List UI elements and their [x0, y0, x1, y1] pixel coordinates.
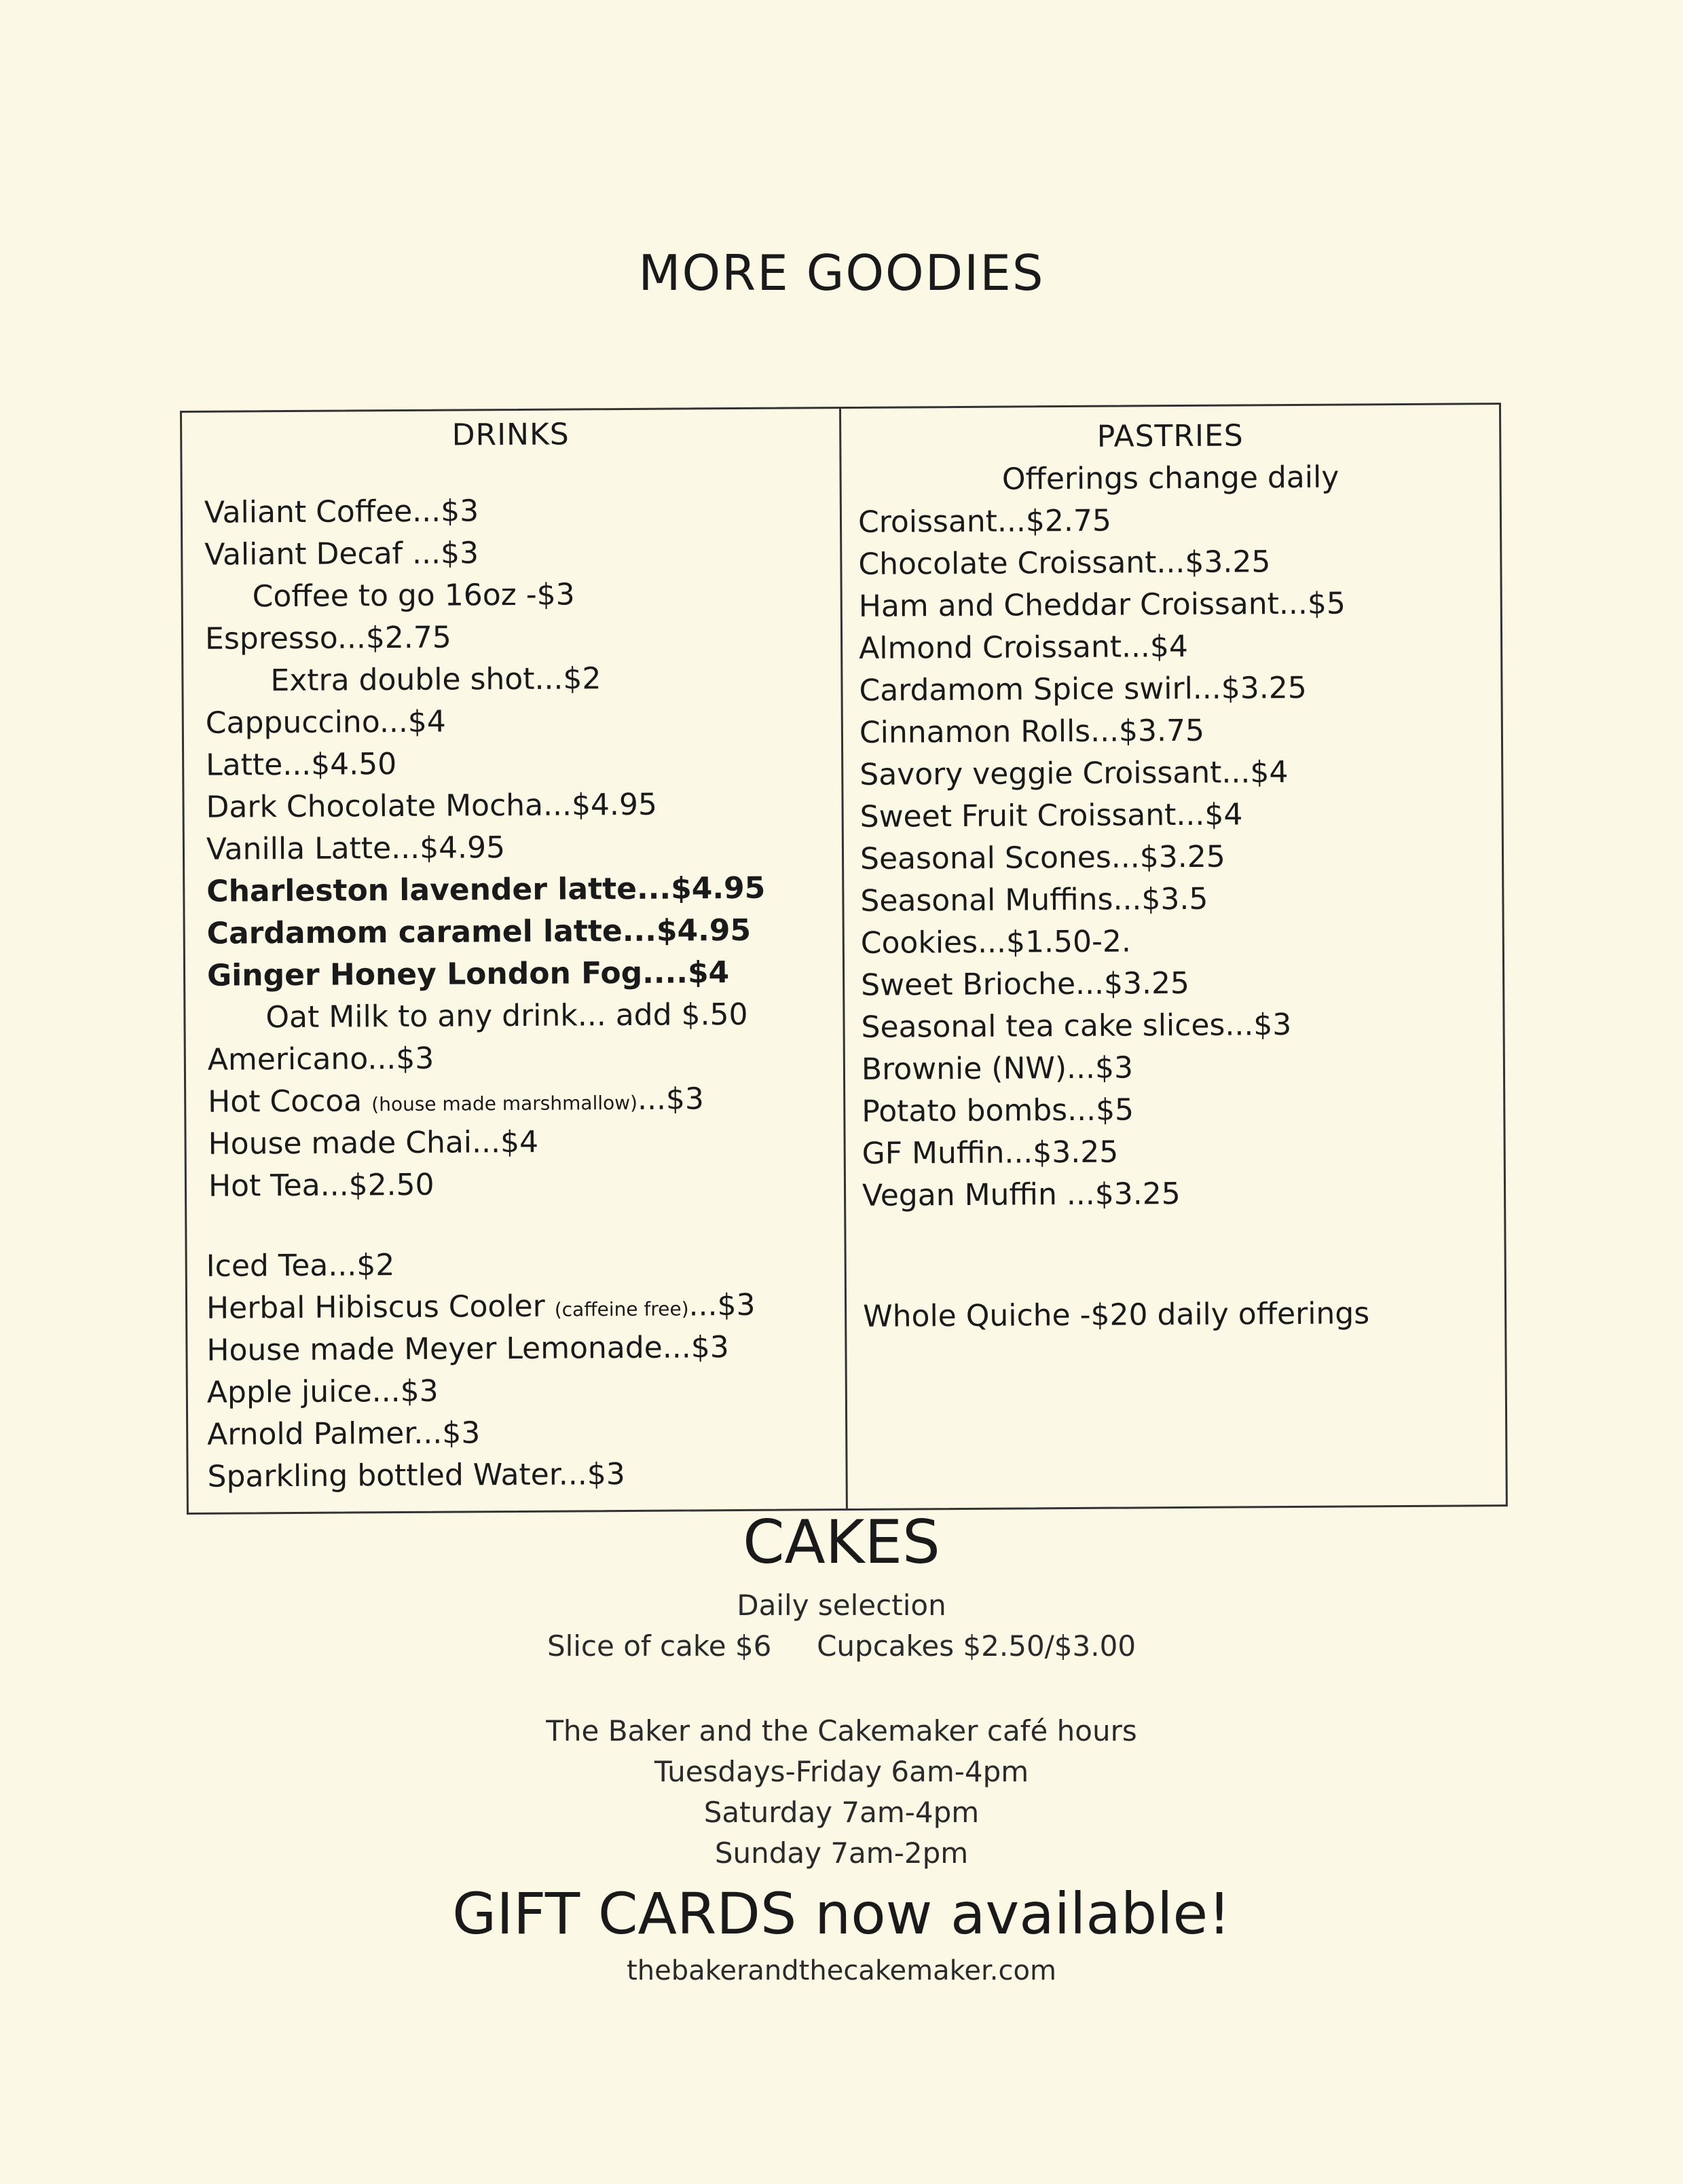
drink-item: Coffee to go 16oz -$3: [252, 577, 575, 614]
drinks-column: [182, 409, 846, 1513]
drink-item: Charleston lavender latte...$4.95: [206, 870, 766, 909]
page-title: MORE GOODIES: [638, 244, 1045, 301]
pastry-item: Savory veggie Croissant...$4: [859, 755, 1289, 792]
drink-item: Cardamom caramel latte...$4.95: [206, 912, 752, 951]
drink-item-price: ...$3: [637, 1081, 705, 1117]
hours-sunday: Sunday 7am-2pm: [714, 1836, 969, 1870]
pastry-item: Seasonal tea cake slices...$3: [861, 1007, 1292, 1045]
drink-item-name: Hot Cocoa: [208, 1084, 363, 1119]
drink-item: Extra double shot...$2: [270, 661, 602, 699]
drink-item: Americano...$3: [207, 1041, 434, 1077]
pastries-column: [841, 405, 1506, 1509]
gift-cards-banner: GIFT CARDS now available!: [452, 1881, 1231, 1947]
drink-item: Hot Tea...$2.50: [208, 1167, 434, 1204]
drink-item: Cappuccino...$4: [205, 704, 446, 741]
pastry-item: Cinnamon Rolls...$3.75: [859, 713, 1205, 750]
menu-table: [180, 403, 1508, 1515]
drink-item: Dark Chocolate Mocha...$4.95: [206, 787, 658, 825]
drink-item: Latte...$4.50: [206, 747, 397, 783]
pastry-item: Ham and Cheddar Croissant...$5: [858, 586, 1346, 624]
cakes-prices: Slice of cake $6 Cupcakes $2.50/$3.00: [547, 1629, 1136, 1663]
drink-item: Iced Tea...$2: [206, 1248, 395, 1284]
pastries-subheader: Offerings change daily: [1001, 460, 1339, 497]
pastry-item: GF Muffin...$3.25: [862, 1134, 1119, 1171]
pastry-item: Sweet Brioche...$3.25: [861, 965, 1190, 1003]
pastries-header: PASTRIES: [1096, 418, 1244, 454]
drink-item: Sparkling bottled Water...$3: [207, 1457, 625, 1494]
pastry-item: Vegan Muffin ...$3.25: [862, 1177, 1181, 1213]
pastry-item-quiche: Whole Quiche -$20 daily offerings: [863, 1296, 1370, 1334]
cakes-daily-selection: Daily selection: [737, 1589, 946, 1622]
drink-item-note: (house made marshmallow): [371, 1091, 638, 1116]
drink-item-note: (caffeine free): [554, 1297, 689, 1321]
drink-item: Arnold Palmer...$3: [207, 1415, 481, 1452]
pastry-item: Cardamom Spice swirl...$3.25: [859, 670, 1307, 708]
drink-item: Vanilla Latte...$4.95: [206, 830, 506, 867]
cakes-title: CAKES: [743, 1507, 940, 1577]
pastry-item: Cookies...$1.50-2.: [860, 924, 1132, 961]
pastry-item: Potato bombs...$5: [862, 1092, 1134, 1129]
pastry-item: Sweet Fruit Croissant...$4: [859, 797, 1243, 834]
drink-item-name: Herbal Hibiscus Cooler: [206, 1289, 545, 1326]
drink-item: House made Chai...$4: [208, 1124, 539, 1162]
hours-heading: The Baker and the Cakemaker café hours: [546, 1714, 1137, 1747]
pastry-item: Brownie (NW)...$3: [861, 1050, 1134, 1087]
pastry-item: Croissant...$2.75: [857, 503, 1112, 540]
drink-item: Ginger Honey London Fog....$4: [206, 955, 730, 993]
pastry-item: Chocolate Croissant...$3.25: [858, 544, 1271, 582]
drink-item: Apple juice...$3: [206, 1373, 439, 1410]
drinks-header: DRINKS: [451, 417, 570, 453]
drink-item-price: ...$3: [688, 1287, 756, 1323]
website-url: thebakerandthecakemaker.com: [627, 1955, 1056, 1986]
drink-item-hot-cocoa: [208, 1080, 704, 1124]
hours-saturday: Saturday 7am-4pm: [703, 1796, 980, 1829]
pastry-item: Seasonal Muffins...$3.5: [860, 881, 1208, 919]
drink-item: House made Meyer Lemonade...$3: [206, 1330, 729, 1368]
hours-weekdays: Tuesdays-Friday 6am-4pm: [654, 1755, 1029, 1788]
drink-item: Espresso...$2.75: [204, 620, 451, 656]
drink-item-hibiscus: [206, 1287, 756, 1331]
drink-item: Oat Milk to any drink... add $.50: [265, 997, 748, 1035]
drink-item: Valiant Coffee...$3: [204, 494, 479, 530]
pastry-item: Almond Croissant...$4: [859, 629, 1189, 666]
pastry-item: Seasonal Scones...$3.25: [859, 839, 1225, 876]
drink-item: Valiant Decaf ...$3: [204, 536, 479, 572]
